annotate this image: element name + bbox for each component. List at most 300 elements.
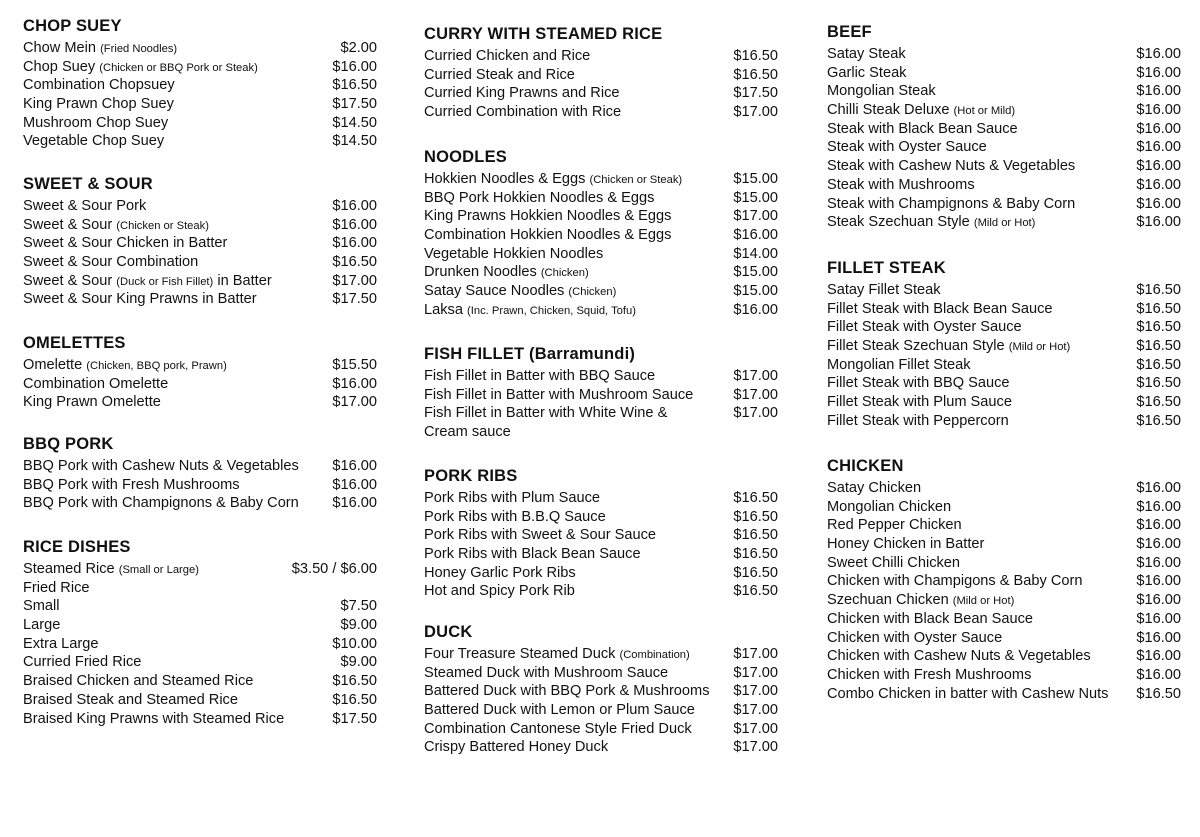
menu-item bbox=[23, 39, 377, 58]
item-price: $16.50 bbox=[733, 508, 778, 525]
item-name bbox=[827, 572, 1130, 591]
item-price: $16.50 bbox=[332, 691, 377, 708]
section-title: BBQ PORK bbox=[23, 435, 114, 453]
item-price: $16.00 bbox=[1136, 648, 1181, 665]
item-name bbox=[827, 195, 1130, 214]
item-name-text: Garlic Steak bbox=[827, 64, 907, 81]
item-name-text: Small bbox=[23, 598, 60, 615]
menu-item bbox=[424, 682, 778, 701]
item-name-text: Satay Fillet Steak bbox=[827, 282, 941, 298]
item-name bbox=[424, 664, 727, 683]
item-name-text: Hot and Spicy Pork Rib bbox=[424, 583, 575, 600]
menu-item bbox=[827, 356, 1181, 375]
item-name bbox=[827, 281, 1130, 300]
menu-item bbox=[827, 138, 1181, 157]
item-price: $16.00 bbox=[332, 458, 377, 474]
item-name-text: Mongolian Fillet Steak bbox=[827, 356, 971, 373]
item-price: $16.50 bbox=[733, 48, 778, 64]
menu-item bbox=[827, 591, 1181, 610]
item-name-text: Chicken with Cashew Nuts & Vegetables bbox=[827, 648, 1091, 665]
menu-item bbox=[424, 84, 778, 103]
item-name bbox=[424, 720, 727, 739]
item-price: $16.50 bbox=[1136, 412, 1181, 429]
menu-item bbox=[23, 494, 377, 513]
item-name bbox=[23, 393, 326, 412]
menu-section-chicken bbox=[827, 454, 1181, 703]
item-name bbox=[827, 591, 1130, 611]
item-price: $16.50 bbox=[733, 583, 778, 600]
item-name-text: Sweet & Sour Combination bbox=[23, 254, 199, 271]
item-name-text: Chow Mein bbox=[23, 40, 96, 56]
menu-item bbox=[827, 195, 1181, 214]
item-name-text: Battered Duck with Lemon or Plum Sauce bbox=[424, 702, 695, 719]
item-name-text: Combination Cantonese Style Fried Duck bbox=[424, 720, 692, 737]
menu-item bbox=[23, 58, 377, 77]
item-name bbox=[827, 629, 1130, 648]
item-name-text: Steak with Champignons & Baby Corn bbox=[827, 195, 1076, 212]
item-name bbox=[827, 356, 1130, 375]
menu-item bbox=[827, 300, 1181, 319]
menu-section-fish-fillet-barramundi bbox=[424, 342, 778, 442]
item-note: (Mild or Hot) bbox=[973, 217, 1036, 230]
item-price: $17.00 bbox=[733, 368, 778, 384]
item-name-text: Curried King Prawns and Rice bbox=[424, 85, 620, 102]
item-name-text: Sweet & Sour bbox=[23, 272, 113, 289]
item-name bbox=[23, 356, 326, 376]
item-name-text: Chicken with Fresh Mushrooms bbox=[827, 666, 1032, 683]
item-price: $16.00 bbox=[1136, 573, 1181, 590]
menu-item bbox=[23, 132, 377, 151]
item-name bbox=[827, 120, 1130, 139]
item-name bbox=[23, 197, 326, 216]
menu-item bbox=[23, 95, 377, 114]
item-name bbox=[827, 685, 1130, 704]
item-name-text: Satay Sauce Noodles bbox=[424, 283, 565, 300]
menu-item bbox=[23, 253, 377, 272]
menu-item bbox=[424, 301, 778, 320]
item-name-text: Honey Chicken in Batter bbox=[827, 536, 985, 553]
item-name-text: Satay Steak bbox=[827, 46, 906, 62]
menu-item bbox=[424, 664, 778, 683]
item-price: $14.50 bbox=[332, 133, 377, 150]
item-name bbox=[827, 647, 1130, 666]
item-price: $16.50 bbox=[1136, 338, 1181, 355]
item-note: (Chicken or Steak) bbox=[116, 219, 209, 232]
item-name-text: Curried Chicken and Rice bbox=[424, 48, 591, 64]
item-name-text: Fillet Steak with BBQ Sauce bbox=[827, 375, 1010, 392]
item-name-text: Mongolian Steak bbox=[827, 83, 936, 100]
menu-item bbox=[827, 64, 1181, 83]
item-name bbox=[827, 374, 1130, 393]
menu-item bbox=[23, 710, 377, 729]
item-price: $15.50 bbox=[332, 357, 377, 373]
item-name-text: Steak with Black Bean Sauce bbox=[827, 120, 1018, 137]
item-name bbox=[23, 560, 286, 580]
item-price: $15.00 bbox=[733, 264, 778, 281]
menu-section-sweet-sour bbox=[23, 172, 377, 309]
item-name bbox=[424, 682, 727, 701]
menu-item bbox=[23, 672, 377, 691]
menu-item bbox=[424, 282, 778, 301]
section-title: NOODLES bbox=[424, 148, 507, 166]
menu-item bbox=[827, 374, 1181, 393]
item-name-text: Steamed Duck with Mushroom Sauce bbox=[424, 664, 669, 681]
item-price: $16.00 bbox=[1136, 592, 1181, 609]
item-name-text: Chop Suey bbox=[23, 58, 96, 75]
item-name-text: Fish Fillet in Batter with BBQ Sauce bbox=[424, 368, 656, 384]
item-name-text: Pork Ribs with Sweet & Sour Sauce bbox=[424, 527, 656, 544]
menu-item bbox=[23, 616, 377, 635]
item-price: $16.00 bbox=[332, 476, 377, 493]
item-name-text: Fillet Steak with Plum Sauce bbox=[827, 394, 1012, 411]
item-name bbox=[424, 404, 689, 441]
section-title: BEEF bbox=[827, 23, 872, 41]
item-note: (Chicken) bbox=[568, 286, 617, 299]
item-price: $16.00 bbox=[1136, 517, 1181, 534]
menu-item bbox=[827, 516, 1181, 535]
menu-item bbox=[424, 564, 778, 583]
menu-item bbox=[424, 582, 778, 601]
menu-item bbox=[827, 176, 1181, 195]
item-price: $16.00 bbox=[1136, 629, 1181, 646]
item-name bbox=[827, 337, 1130, 357]
item-name bbox=[827, 213, 1130, 233]
menu-item bbox=[23, 635, 377, 654]
menu-item bbox=[23, 76, 377, 95]
item-name bbox=[23, 290, 326, 309]
item-price: $17.00 bbox=[733, 208, 778, 225]
item-price: $14.50 bbox=[332, 114, 377, 131]
item-price: $17.00 bbox=[733, 739, 778, 756]
menu-item bbox=[827, 610, 1181, 629]
item-price: $17.00 bbox=[733, 720, 778, 737]
menu-item bbox=[424, 508, 778, 527]
item-name-text: Vegetable Chop Suey bbox=[23, 133, 165, 150]
item-price: $17.00 bbox=[733, 646, 778, 662]
item-name-text: BBQ Pork Hokkien Noodles & Eggs bbox=[424, 189, 655, 206]
menu-item bbox=[23, 197, 377, 216]
item-name bbox=[23, 691, 326, 710]
item-price: $16.00 bbox=[1136, 64, 1181, 81]
menu-item bbox=[827, 647, 1181, 666]
menu-item bbox=[827, 572, 1181, 591]
section-title: SWEET & SOUR bbox=[23, 175, 153, 193]
item-price: $7.50 bbox=[340, 598, 377, 615]
section-title: CHICKEN bbox=[827, 457, 904, 475]
item-name-text: Pork Ribs with B.B.Q Sauce bbox=[424, 508, 606, 525]
item-name bbox=[424, 66, 727, 85]
menu-item bbox=[424, 226, 778, 245]
item-price: $2.00 bbox=[340, 40, 377, 56]
item-name bbox=[23, 635, 326, 654]
menu-item bbox=[424, 645, 778, 664]
item-name-text: Braised Chicken and Steamed Rice bbox=[23, 673, 254, 690]
item-price: $16.00 bbox=[1136, 46, 1181, 62]
item-name-text: BBQ Pork with Champignons & Baby Corn bbox=[23, 495, 299, 512]
item-price: $17.50 bbox=[332, 291, 377, 308]
item-name-text: Chicken with Oyster Sauce bbox=[827, 629, 1003, 646]
item-name bbox=[827, 610, 1130, 629]
item-price: $16.50 bbox=[1136, 685, 1181, 702]
item-note: (Chicken, BBQ pork, Prawn) bbox=[86, 360, 227, 372]
item-note: (Fried Noodles) bbox=[100, 43, 178, 55]
item-name-text: Honey Garlic Pork Ribs bbox=[424, 564, 576, 581]
item-name-text: Curried Combination with Rice bbox=[424, 104, 622, 121]
menu-item bbox=[23, 234, 377, 253]
item-name-text: Fish Fillet in Batter with White Wine & Cream sauce bbox=[424, 405, 668, 441]
item-name-suffix: in Batter bbox=[217, 272, 272, 289]
item-name bbox=[23, 253, 326, 272]
menu-section-rice-dishes bbox=[23, 535, 377, 728]
item-price: $16.50 bbox=[733, 66, 778, 83]
menu-item bbox=[23, 457, 377, 476]
menu-section-duck bbox=[424, 620, 778, 757]
menu-item bbox=[827, 498, 1181, 517]
item-name-text: BBQ Pork with Fresh Mushrooms bbox=[23, 476, 240, 493]
item-name bbox=[23, 95, 326, 114]
menu-item bbox=[424, 103, 778, 122]
item-name bbox=[424, 207, 727, 226]
item-name bbox=[23, 457, 326, 476]
item-note: (Hot or Mild) bbox=[953, 105, 1016, 118]
item-name-text: Szechuan Chicken bbox=[827, 592, 949, 609]
item-name bbox=[827, 45, 1130, 64]
item-name-text: Fillet Steak Szechuan Style bbox=[827, 338, 1005, 355]
section-title: RICE DISHES bbox=[23, 538, 131, 556]
item-name-text: Sweet & Sour Pork bbox=[23, 198, 147, 214]
item-price: $10.00 bbox=[332, 635, 377, 652]
menu-item bbox=[424, 170, 778, 189]
item-name-text: Large bbox=[23, 617, 61, 634]
item-name-text: Crispy Battered Honey Duck bbox=[424, 739, 609, 756]
item-price: $16.00 bbox=[733, 227, 778, 244]
item-name bbox=[23, 216, 326, 236]
item-name-text: Sweet & Sour bbox=[23, 216, 113, 233]
item-price: $15.00 bbox=[733, 283, 778, 300]
menu-section-chop-suey bbox=[23, 14, 377, 151]
item-price: $16.50 bbox=[733, 546, 778, 563]
item-name-text: Satay Chicken bbox=[827, 480, 922, 496]
item-name bbox=[424, 545, 727, 564]
item-name-text: Steak Szechuan Style bbox=[827, 214, 970, 231]
item-price: $16.00 bbox=[733, 301, 778, 318]
item-name-text: Fillet Steak with Black Bean Sauce bbox=[827, 300, 1053, 317]
menu-item bbox=[827, 629, 1181, 648]
item-price: $17.00 bbox=[733, 702, 778, 719]
item-name bbox=[23, 234, 326, 253]
menu-item bbox=[23, 272, 377, 291]
menu-item bbox=[424, 66, 778, 85]
menu-item bbox=[23, 476, 377, 495]
menu-item bbox=[827, 412, 1181, 431]
menu-item bbox=[424, 47, 778, 66]
item-price: $16.00 bbox=[332, 216, 377, 233]
item-name-text: Braised Steak and Steamed Rice bbox=[23, 691, 238, 708]
item-name-text: Laksa bbox=[424, 301, 463, 318]
item-price: $16.00 bbox=[1136, 498, 1181, 515]
item-name bbox=[827, 535, 1130, 554]
item-price: $16.50 bbox=[733, 527, 778, 544]
item-name bbox=[424, 263, 727, 283]
section-title: CURRY WITH STEAMED RICE bbox=[424, 25, 663, 43]
item-name bbox=[424, 738, 727, 757]
item-name bbox=[424, 282, 727, 302]
item-price: $17.00 bbox=[733, 683, 778, 700]
menu-section-noodles bbox=[424, 145, 778, 320]
item-name bbox=[424, 701, 727, 720]
item-price: $17.00 bbox=[733, 405, 778, 422]
item-note: (Mild or Hot) bbox=[952, 595, 1015, 608]
menu-item bbox=[827, 666, 1181, 685]
item-name-text: Steamed Rice bbox=[23, 561, 115, 577]
menu-section-fillet-steak bbox=[827, 256, 1181, 431]
item-name-text: King Prawn Omelette bbox=[23, 394, 161, 411]
item-price: $16.00 bbox=[1136, 554, 1181, 571]
item-price: $16.00 bbox=[1136, 480, 1181, 496]
item-name-text: Fried Rice bbox=[23, 579, 90, 596]
item-name bbox=[827, 82, 1130, 101]
item-name-text: King Prawn Chop Suey bbox=[23, 96, 174, 113]
item-name bbox=[23, 272, 326, 292]
item-name-text: Fillet Steak with Peppercorn bbox=[827, 412, 1009, 429]
item-name bbox=[23, 653, 334, 672]
item-name bbox=[424, 189, 727, 208]
item-name-text: Fillet Steak with Oyster Sauce bbox=[827, 319, 1022, 336]
item-name bbox=[23, 39, 334, 59]
item-name-text: Steak with Oyster Sauce bbox=[827, 139, 987, 156]
item-price: $16.00 bbox=[332, 198, 377, 214]
menu-item bbox=[827, 120, 1181, 139]
item-name bbox=[424, 508, 727, 527]
item-name-text: Combination Hokkien Noodles & Eggs bbox=[424, 227, 672, 244]
item-price: $16.00 bbox=[332, 495, 377, 512]
menu-item bbox=[424, 386, 778, 405]
item-name bbox=[827, 412, 1130, 431]
item-name-text: Sweet Chilli Chicken bbox=[827, 554, 961, 571]
menu-section-pork-ribs bbox=[424, 464, 778, 601]
section-title: PORK RIBS bbox=[424, 467, 518, 485]
item-note: (Chicken or Steak) bbox=[589, 174, 683, 186]
item-name bbox=[424, 489, 727, 508]
item-price: $17.00 bbox=[332, 394, 377, 411]
item-name-text: Drunken Noodles bbox=[424, 264, 537, 281]
item-name bbox=[424, 582, 727, 601]
menu-item bbox=[424, 263, 778, 282]
item-name-text: Chilli Steak Deluxe bbox=[827, 102, 950, 119]
item-price: $16.50 bbox=[1136, 282, 1181, 298]
section-title: FILLET STEAK bbox=[827, 259, 946, 277]
menu-section-omelettes bbox=[23, 331, 377, 412]
menu-item bbox=[827, 157, 1181, 176]
menu-item bbox=[827, 318, 1181, 337]
item-name-text: Steak with Cashew Nuts & Vegetables bbox=[827, 158, 1076, 175]
menu-item bbox=[827, 213, 1181, 232]
item-name bbox=[827, 138, 1130, 157]
item-name-text: Combination Chopsuey bbox=[23, 77, 175, 94]
item-name bbox=[827, 176, 1130, 195]
item-price: $16.00 bbox=[1136, 610, 1181, 627]
item-name-text: Pork Ribs with Black Bean Sauce bbox=[424, 546, 641, 563]
item-name-text: Hokkien Noodles & Eggs bbox=[424, 171, 586, 187]
item-name bbox=[23, 597, 334, 616]
item-price: $15.00 bbox=[733, 189, 778, 206]
menu-item bbox=[424, 189, 778, 208]
item-price: $17.00 bbox=[332, 272, 377, 289]
item-price: $17.50 bbox=[332, 96, 377, 113]
menu-section-beef bbox=[827, 20, 1181, 232]
item-name bbox=[827, 300, 1130, 319]
item-name bbox=[23, 672, 326, 691]
item-name-text: Chicken with Champigons & Baby Corn bbox=[827, 573, 1083, 590]
item-name-text: Red Pepper Chicken bbox=[827, 517, 962, 534]
item-price: $17.50 bbox=[332, 710, 377, 727]
item-name bbox=[424, 386, 727, 405]
menu-item bbox=[23, 356, 377, 375]
item-name bbox=[23, 579, 371, 598]
menu-item bbox=[827, 535, 1181, 554]
menu-item bbox=[23, 579, 377, 598]
item-price: $17.00 bbox=[733, 664, 778, 681]
item-name-text: Braised King Prawns with Steamed Rice bbox=[23, 710, 285, 727]
item-name bbox=[23, 132, 326, 151]
item-price: $16.00 bbox=[1136, 536, 1181, 553]
item-price: $3.50 / $6.00 bbox=[291, 561, 377, 577]
menu-item bbox=[23, 691, 377, 710]
menu-item bbox=[827, 82, 1181, 101]
item-name bbox=[827, 498, 1130, 517]
item-price: $14.00 bbox=[733, 245, 778, 262]
item-name bbox=[23, 494, 326, 513]
item-name-text: Extra Large bbox=[23, 635, 99, 652]
item-price: $16.00 bbox=[332, 58, 377, 75]
item-name-text: Steak with Mushrooms bbox=[827, 176, 975, 193]
item-name bbox=[827, 516, 1130, 535]
menu-item bbox=[827, 337, 1181, 356]
item-name-text: Four Treasure Steamed Duck bbox=[424, 646, 616, 662]
item-name-text: BBQ Pork with Cashew Nuts & Vegetables bbox=[23, 458, 299, 474]
item-name-text: Pork Ribs with Plum Sauce bbox=[424, 490, 601, 506]
item-note: (Duck or Fish Fillet) bbox=[116, 275, 214, 288]
item-name bbox=[424, 245, 727, 264]
item-price: $16.00 bbox=[1136, 139, 1181, 156]
item-name bbox=[827, 393, 1130, 412]
item-note: (Chicken or BBQ Pork or Steak) bbox=[99, 61, 258, 74]
item-price: $16.00 bbox=[1136, 102, 1181, 119]
item-name bbox=[827, 554, 1130, 573]
menu-item bbox=[23, 216, 377, 235]
item-price: $15.00 bbox=[733, 171, 778, 187]
item-name-text: Sweet & Sour King Prawns in Batter bbox=[23, 291, 257, 308]
item-price: $16.00 bbox=[1136, 666, 1181, 683]
item-name bbox=[23, 58, 326, 78]
item-note: (Mild or Hot) bbox=[1008, 341, 1071, 354]
item-name-text: Chicken with Black Bean Sauce bbox=[827, 610, 1034, 627]
item-price: $16.50 bbox=[733, 490, 778, 506]
menu-item bbox=[23, 393, 377, 412]
item-price: $16.50 bbox=[1136, 394, 1181, 411]
item-name-text: Combination Omelette bbox=[23, 375, 169, 392]
item-price: $16.50 bbox=[733, 564, 778, 581]
item-name bbox=[424, 367, 727, 386]
item-note: (Combination) bbox=[619, 649, 690, 661]
menu-item bbox=[424, 207, 778, 226]
item-name-text: Curried Steak and Rice bbox=[424, 66, 575, 83]
item-name bbox=[424, 170, 727, 190]
item-name bbox=[23, 114, 326, 133]
menu-item bbox=[424, 526, 778, 545]
item-name bbox=[827, 101, 1130, 121]
item-name bbox=[23, 375, 326, 394]
